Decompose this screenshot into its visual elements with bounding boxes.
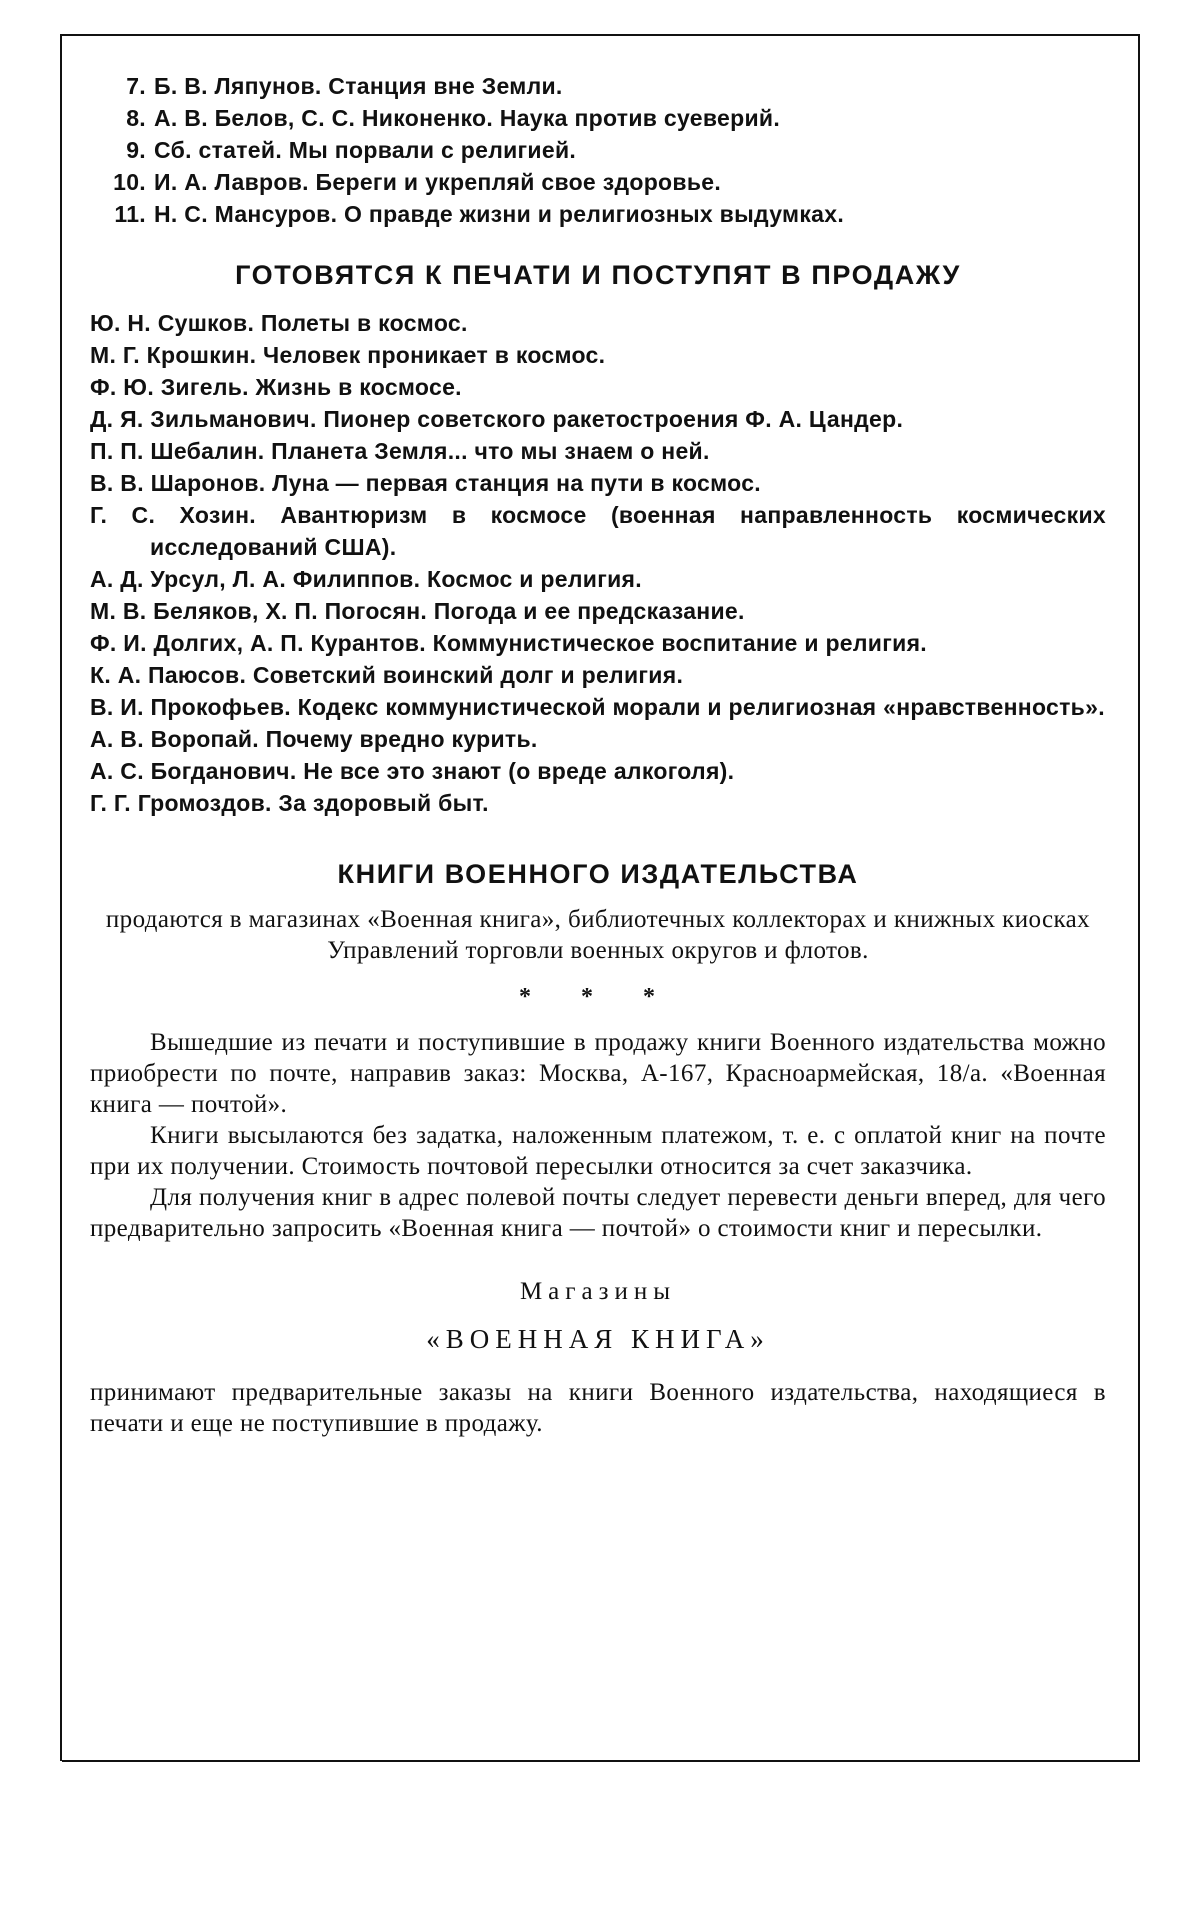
item-text: Сб. статей. Мы порвали с религией. [154, 137, 577, 163]
list-item: В. И. Прокофьев. Кодекс коммунистической морали и религиозная «нравственность». [90, 694, 1105, 720]
cod-paragraph: Книги высылаются без задатка, наложенным платежом, т. е. с оплатой книг на почте при их получении. Стоимость почтовой пересылки относится за счет заказчика. [90, 1122, 1106, 1180]
list-item: Г. Г. Громоздов. За здоровый быт. [90, 790, 489, 816]
list-item: М. В. Беляков, Х. П. Погосян. Погода и ее предсказание. [90, 598, 745, 624]
right-border-rule [1138, 34, 1140, 1761]
list-item [90, 166, 1106, 198]
item-text: Н. С. Мансуров. О правде жизни и религиозных выдумках. [154, 201, 845, 227]
field-post-paragraph: Для получения книг в адрес полевой почты следует перевести деньги вперед, для чего предварительно запросить «Военная книга — почтой» о стоимости книг и пересылки. [90, 1184, 1106, 1242]
list-item: В. В. Шаронов. Луна — первая станция на пути в космос. [90, 470, 761, 496]
preparing-books-list [90, 307, 1106, 819]
list-item: Ю. Н. Сушков. Полеты в космос. [90, 310, 468, 336]
page-content [90, 70, 1106, 1439]
item-number: 7. [126, 73, 146, 99]
list-item: А. В. Воропай. Почему вредно курить. [90, 726, 538, 752]
list-item: К. А. Паюсов. Советский воинский долг и религия. [90, 662, 684, 688]
list-item: Д. Я. Зильманович. Пионер советского ракетостроения Ф. А. Цандер. [90, 406, 904, 432]
mail-order-paragraph: Вышедшие из печати и поступившие в продажу книги Военного издательства можно приобрести по почте, направив заказ: Москва, А-167, Красноармейская, 18/а. «Военная книга — почтой». [90, 1029, 1106, 1118]
section-heading-preparing: ГОТОВЯТСЯ К ПЕЧАТИ И ПОСТУПЯТ В ПРОДАЖУ [235, 260, 961, 290]
left-border-rule [60, 34, 62, 1761]
item-text: А. В. Белов, С. С. Никоненко. Наука против суеверий. [154, 105, 781, 131]
list-item [90, 134, 1106, 166]
item-text: Б. В. Ляпунов. Станция вне Земли. [154, 73, 563, 99]
top-border-rule [60, 34, 1140, 36]
list-item [90, 198, 1106, 230]
preorder-paragraph: принимают предварительные заказы на книги Военного издательства, находящиеся в печати и еще не поступившие в продажу. [90, 1379, 1106, 1437]
list-item: А. С. Богданович. Не все это знают (о вреде алкоголя). [90, 758, 735, 784]
bottom-border-rule [62, 1760, 1140, 1762]
list-item [90, 70, 1106, 102]
sold-in-paragraph: продаются в магазинах «Военная книга», библиотечных коллекторах и книжных киосках Управлений торговли военных округов и флотов. [105, 906, 1091, 964]
item-number: 11. [114, 201, 146, 227]
list-item: Ф. Ю. Зигель. Жизнь в космосе. [90, 374, 462, 400]
published-books-list [90, 70, 1106, 230]
item-number: 9. [126, 137, 146, 163]
list-item: А. Д. Урсул, Л. А. Филиппов. Космос и религия. [90, 566, 642, 592]
item-text: И. А. Лавров. Береги и укрепляй свое здоровье. [154, 169, 722, 195]
separator-stars: * * * [519, 984, 677, 1010]
shops-name: «ВОЕННАЯ КНИГА» [426, 1324, 770, 1354]
list-item: М. Г. Крошкин. Человек проникает в космос. [90, 342, 606, 368]
section-heading-military-books: КНИГИ ВОЕННОГО ИЗДАТЕЛЬСТВА [337, 859, 859, 889]
list-item [90, 102, 1106, 134]
list-item: П. П. Шебалин. Планета Земля... что мы знаем о ней. [90, 438, 710, 464]
shops-label: Магазины [519, 1278, 677, 1305]
item-number: 10. [113, 169, 146, 195]
list-item: Ф. И. Долгих, А. П. Курантов. Коммунистическое воспитание и религия. [90, 630, 927, 656]
list-item: Г. С. Хозин. Авантюризм в космосе (военная направленность космических исследований США). [90, 502, 1106, 560]
item-number: 8. [126, 105, 146, 131]
